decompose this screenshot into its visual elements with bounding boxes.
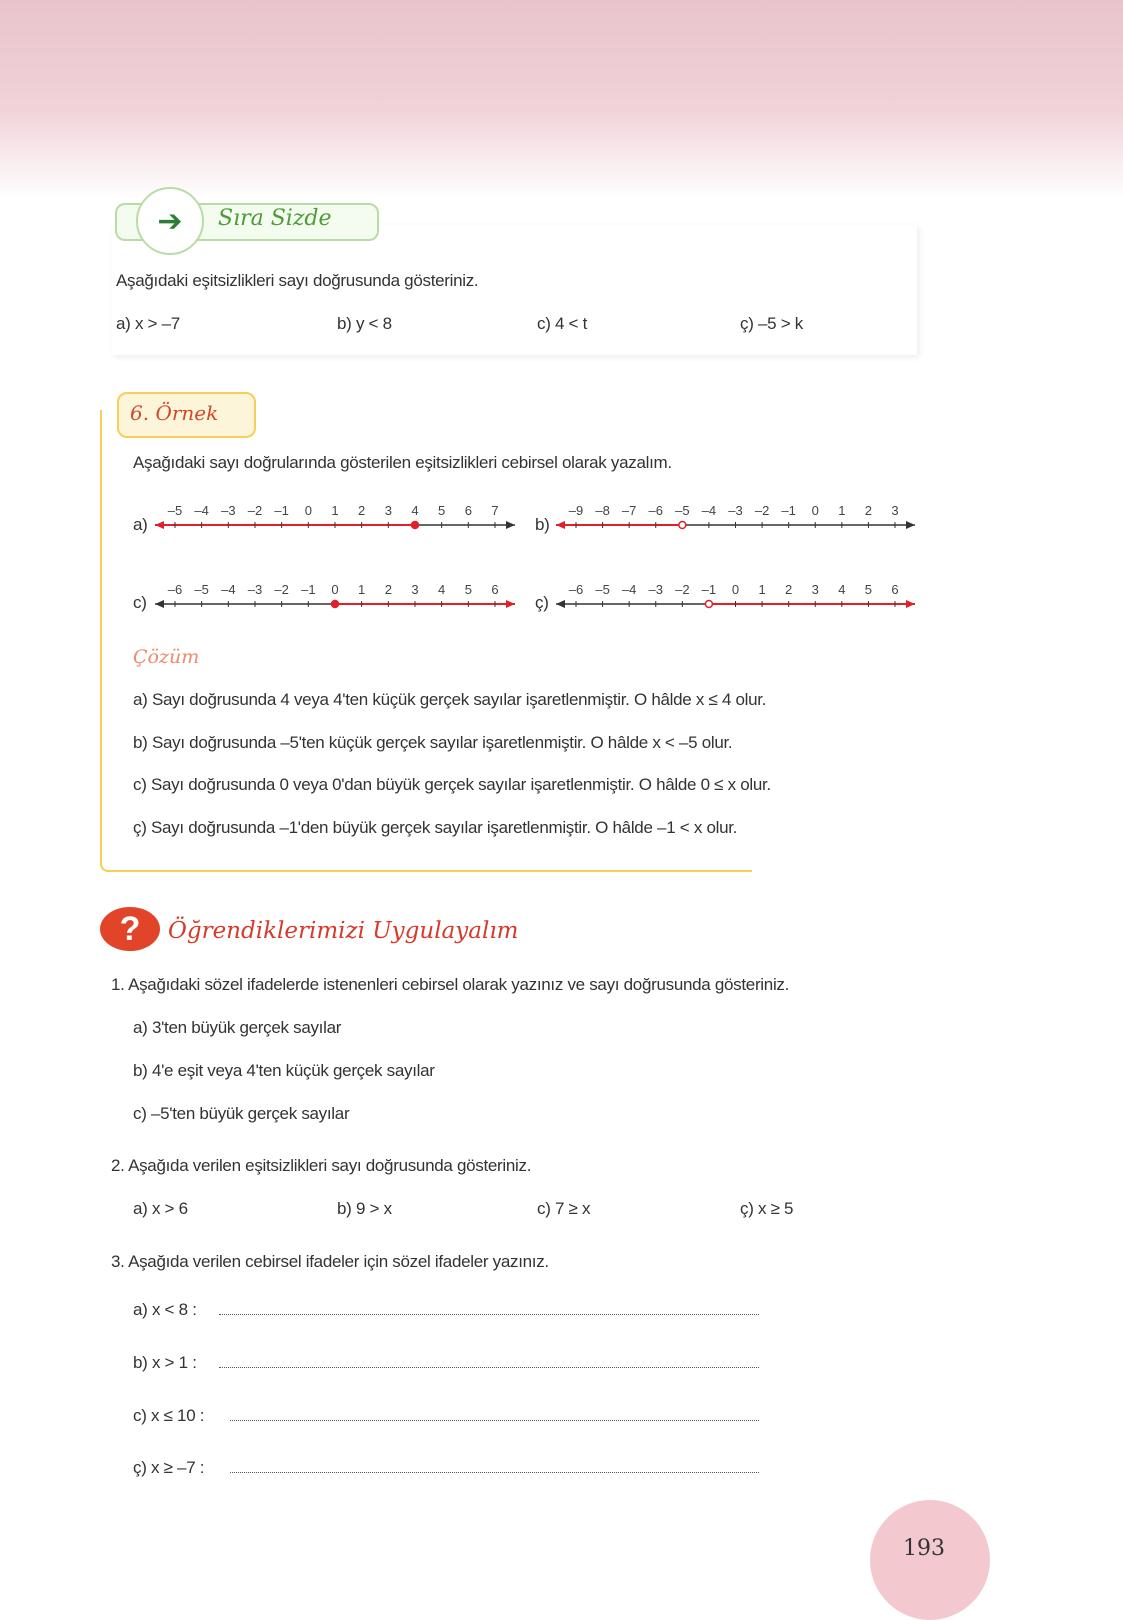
question-item: c) 7 ≥ x — [537, 1199, 591, 1218]
tick-label: 1 — [331, 503, 339, 518]
tick-label: 7 — [491, 503, 499, 518]
question-item: b) 4'e eşit veya 4'ten küçük gerçek sayılar — [133, 1061, 435, 1080]
tick-label: 3 — [811, 582, 819, 597]
arrow-left-icon — [155, 521, 164, 529]
arrow-right-icon — [906, 521, 915, 529]
arrow-right-icon — [506, 600, 515, 608]
cozum-title: Çözüm — [133, 646, 200, 668]
question-item: b) 9 > x — [337, 1199, 392, 1218]
arrow-person-icon: ➔ — [136, 187, 204, 255]
tick-label: –3 — [247, 582, 263, 597]
tick-label: 0 — [304, 503, 312, 518]
sira-sizde-title: Sıra Sizde — [218, 206, 332, 231]
tick-label: 4 — [838, 582, 846, 597]
tick-label: 3 — [411, 582, 419, 597]
solution-line: b) Sayı doğrusunda –5'ten küçük gerçek sayılar işaretlenmiştir. O hâlde x < –5 olur. — [133, 733, 733, 752]
tick-label: –6 — [568, 582, 584, 597]
tick-label: 6 — [491, 582, 499, 597]
sira-sizde-instruction: Aşağıdaki eşitsizlikleri sayı doğrusunda gösteriniz. — [116, 271, 479, 290]
tick-label: –6 — [648, 503, 663, 518]
sira-item: ç) –5 > k — [740, 314, 803, 333]
tick-label: 6 — [464, 503, 472, 518]
tick-label: 3 — [891, 503, 899, 518]
number-lines — [0, 0, 1123, 640]
arrow-right-icon — [906, 600, 915, 608]
open-point — [705, 601, 712, 608]
tick-label: 0 — [811, 503, 819, 518]
tick-label: 4 — [438, 582, 446, 597]
tick-label: –3 — [648, 582, 663, 597]
question-item: b) x > 1 : — [133, 1353, 197, 1372]
tick-label: 1 — [838, 503, 846, 518]
answer-line[interactable] — [230, 1472, 759, 1473]
tick-label: 5 — [464, 582, 472, 597]
page-number: 193 — [903, 1536, 945, 1561]
solution-line: ç) Sayı doğrusunda –1'den büyük gerçek sayılar işaretlenmiştir. O hâlde –1 < x olur. — [133, 818, 738, 837]
tick-label: –3 — [728, 503, 743, 518]
tick-label: 2 — [384, 582, 392, 597]
sira-item: a) x > –7 — [116, 314, 180, 333]
tick-label: –4 — [621, 582, 637, 597]
question-2: 2. Aşağıda verilen eşitsizlikleri sayı doğrusunda gösteriniz. — [111, 1156, 532, 1175]
tick-label: –4 — [701, 503, 717, 518]
open-point — [679, 522, 686, 529]
closed-point — [332, 601, 339, 608]
tick-label: –2 — [274, 582, 289, 597]
tick-label: –9 — [568, 503, 584, 518]
tick-label: 2 — [785, 582, 793, 597]
tick-label: 5 — [438, 503, 446, 518]
tick-label: –1 — [274, 503, 289, 518]
tick-label: –5 — [167, 503, 183, 518]
tick-label: 6 — [891, 582, 899, 597]
tick-label: 2 — [358, 503, 366, 518]
tick-label: –2 — [754, 503, 770, 518]
tick-label: –2 — [247, 503, 263, 518]
tick-label: 5 — [864, 582, 873, 597]
question-item: a) x > 6 — [133, 1199, 188, 1218]
closed-point — [412, 522, 419, 529]
arrow-left-icon — [556, 600, 565, 608]
tick-label: –6 — [167, 582, 183, 597]
tick-label: –7 — [621, 503, 637, 518]
tick-label: 4 — [411, 503, 419, 518]
arrow-left-icon — [556, 521, 565, 529]
solution-line: a) Sayı doğrusunda 4 veya 4'ten küçük gerçek sayılar işaretlenmiştir. O hâlde x ≤ 4 olur. — [133, 690, 767, 709]
question-item: c) –5'ten büyük gerçek sayılar — [133, 1104, 350, 1123]
question-3: 3. Aşağıda verilen cebirsel ifadeler için sözel ifadeler yazınız. — [111, 1252, 549, 1271]
tick-label: –1 — [301, 582, 316, 597]
tick-label: 1 — [358, 582, 366, 597]
tick-label: 2 — [864, 503, 873, 518]
solution-line: c) Sayı doğrusunda 0 veya 0'dan büyük gerçek sayılar işaretlenmiştir. O hâlde 0 ≤ x olur. — [133, 775, 771, 794]
tick-label: –5 — [595, 582, 610, 597]
tick-label: –2 — [675, 582, 690, 597]
number-line-label: b) — [535, 515, 550, 534]
question-speech-icon: ? — [100, 907, 160, 951]
question-item: a) 3'ten büyük gerçek sayılar — [133, 1018, 342, 1037]
arrow-left-icon — [155, 600, 164, 608]
question-1: 1. Aşağıdaki sözel ifadelerde istenenleri cebirsel olarak yazınız ve sayı doğrusunda gösteriniz. — [111, 975, 790, 994]
tick-label: –4 — [194, 503, 209, 518]
tick-label: –5 — [675, 503, 690, 518]
tick-label: 1 — [758, 582, 766, 597]
tick-label: –1 — [701, 582, 717, 597]
ornek-instruction: Aşağıdaki sayı doğrularında gösterilen eşitsizlikleri cebirsel olarak yazalım. — [133, 453, 672, 472]
number-line-label: ç) — [535, 593, 549, 612]
tick-label: 3 — [384, 503, 392, 518]
sira-item: b) y < 8 — [337, 314, 392, 333]
tick-label: –1 — [781, 503, 796, 518]
question-item: ç) x ≥ 5 — [740, 1199, 794, 1218]
question-item: a) x < 8 : — [133, 1300, 197, 1319]
tick-label: –5 — [194, 582, 209, 597]
arrow-right-icon — [506, 521, 515, 529]
number-line-label: a) — [133, 515, 148, 534]
tick-label: 0 — [331, 582, 339, 597]
answer-line[interactable] — [219, 1314, 759, 1315]
question-item: ç) x ≥ –7 : — [133, 1458, 205, 1477]
answer-line[interactable] — [230, 1420, 759, 1421]
ornek-title: 6. Örnek — [130, 401, 219, 425]
tick-label: –8 — [595, 503, 610, 518]
sira-item: c) 4 < t — [537, 314, 588, 333]
question-item: c) x ≤ 10 : — [133, 1406, 205, 1425]
number-line-label: c) — [133, 593, 147, 612]
answer-line[interactable] — [219, 1367, 759, 1368]
tick-label: –4 — [221, 582, 236, 597]
tick-label: –3 — [221, 503, 236, 518]
tick-label: 0 — [731, 582, 740, 597]
section-title: Öğrendiklerimizi Uygulayalım — [168, 918, 519, 944]
